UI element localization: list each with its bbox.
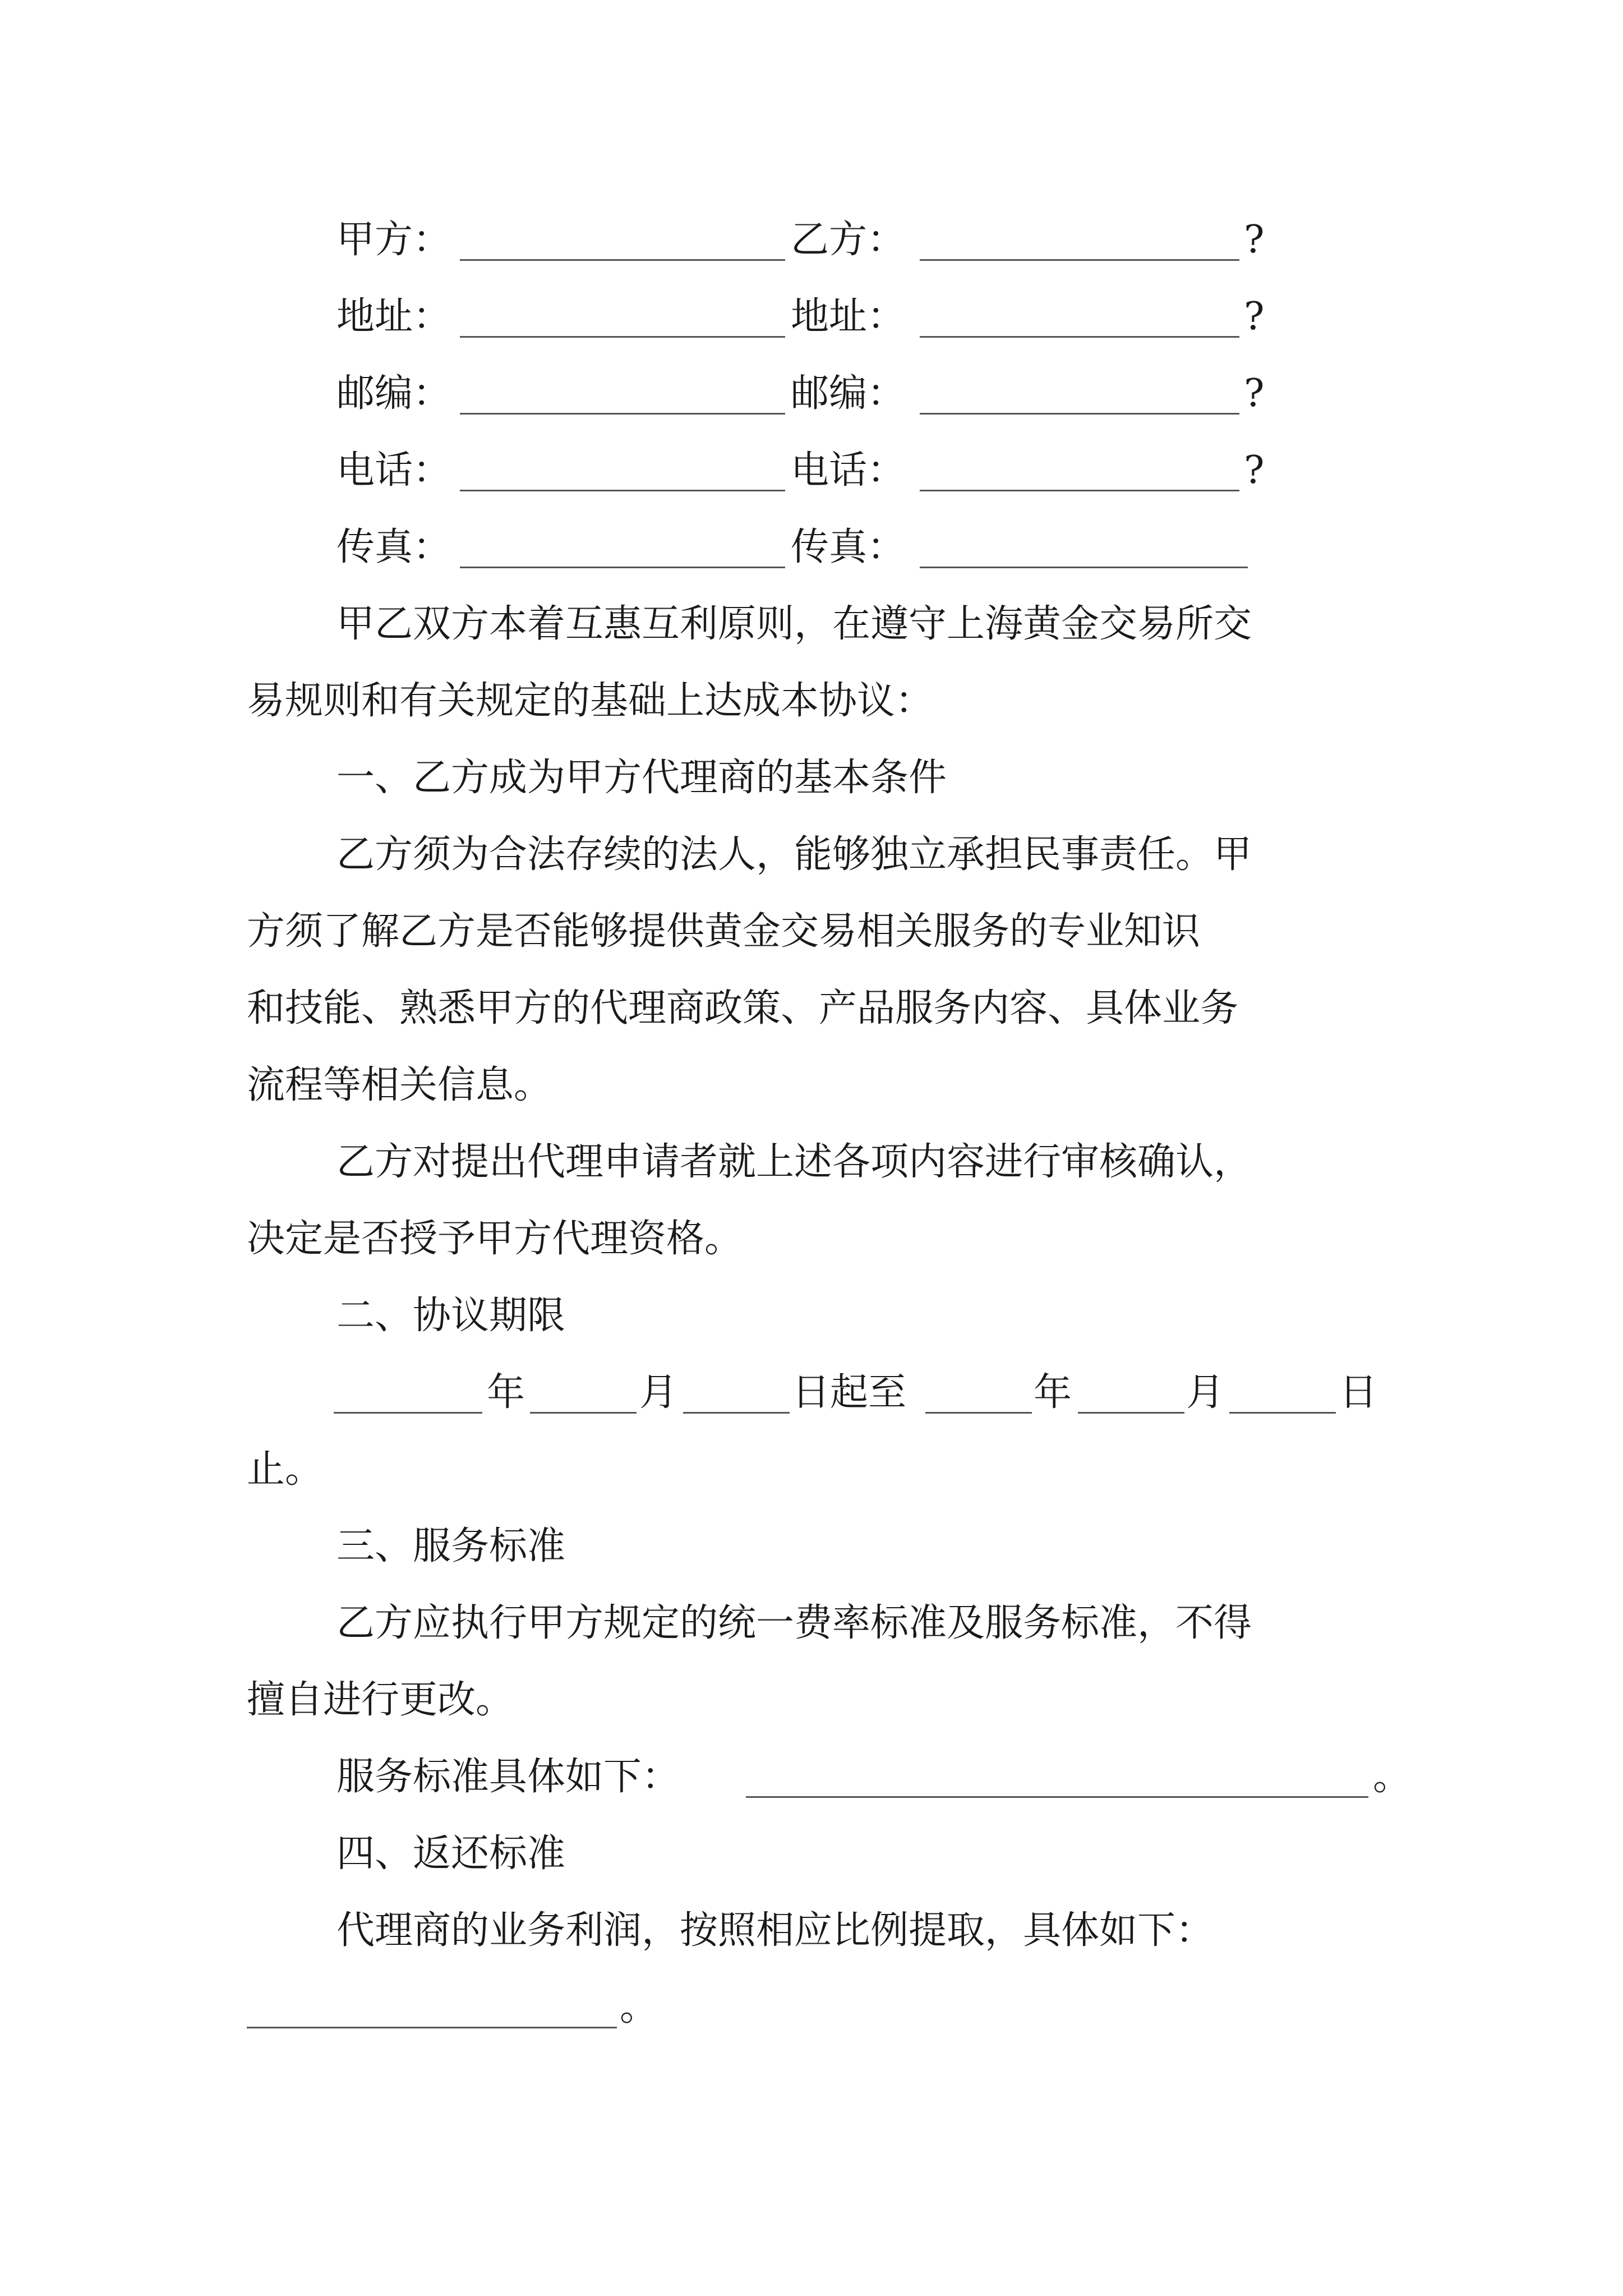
start-year-blank[interactable] [334, 1412, 482, 1414]
phone-b-suffix: ? [1244, 448, 1265, 493]
section-1-para1-line-3: 和技能、熟悉甲方的代理商政策、产品服务内容、具体业务 [247, 986, 1239, 1030]
end-year-blank[interactable] [925, 1412, 1032, 1414]
section-3-heading: 三、服务标准 [336, 1524, 566, 1568]
party-b-label: 乙方： [791, 218, 906, 262]
profit-detail-blank[interactable] [247, 2027, 617, 2028]
section-3-para-line-1: 乙方应执行甲方规定的统一费率标准及服务标准，不得 [336, 1601, 1252, 1645]
phone-a-blank[interactable] [460, 490, 785, 491]
profit-detail-end: 。 [620, 1985, 658, 2030]
section-1-para2-line-2: 决定是否授予甲方代理资格。 [247, 1217, 743, 1261]
service-detail-end: 。 [1373, 1755, 1412, 1799]
start-year-word: 年 [487, 1370, 525, 1415]
address-a-blank[interactable] [460, 336, 785, 338]
end-year-word: 年 [1034, 1370, 1072, 1415]
fax-a-blank[interactable] [460, 567, 785, 568]
phone-b-blank[interactable] [920, 490, 1239, 491]
section-3-para-line-2: 擅自进行更改。 [247, 1678, 514, 1722]
postcode-b-label: 邮编： [791, 371, 906, 416]
end-month-blank[interactable] [1078, 1412, 1184, 1414]
section-4-heading: 四、返还标准 [336, 1832, 566, 1876]
postcode-a-blank[interactable] [460, 413, 785, 415]
service-detail-blank[interactable] [746, 1796, 1368, 1798]
party-a-blank[interactable] [460, 259, 785, 261]
section-1-para2-line-1: 乙方对提出代理申请者就上述各项内容进行审核确认， [336, 1140, 1252, 1184]
section-1-heading: 一、乙方成为甲方代理商的基本条件 [336, 756, 947, 800]
section-1-para1-line-2: 方须了解乙方是否能够提供黄金交易相关服务的专业知识 [247, 909, 1201, 954]
postcode-b-suffix: ? [1244, 371, 1265, 416]
intro-line-1: 甲乙双方本着互惠互利原则，在遵守上海黄金交易所交 [336, 602, 1252, 646]
party-b-suffix: ? [1244, 218, 1265, 262]
start-month-word: 月 [639, 1370, 678, 1415]
fax-b-blank[interactable] [920, 567, 1248, 568]
start-day-blank[interactable] [683, 1412, 790, 1414]
section-1-para1-line-4: 流程等相关信息。 [247, 1063, 552, 1107]
party-a-label: 甲方： [336, 218, 451, 262]
address-b-suffix: ? [1244, 295, 1265, 339]
start-day-word: 日起至 [792, 1370, 907, 1415]
postcode-b-blank[interactable] [920, 413, 1239, 415]
party-b-blank[interactable] [920, 259, 1239, 261]
fax-b-label: 传真： [791, 525, 906, 569]
end-month-word: 月 [1186, 1370, 1225, 1415]
address-b-blank[interactable] [920, 336, 1239, 338]
end-day-blank[interactable] [1229, 1412, 1336, 1414]
address-a-label: 地址： [336, 295, 451, 339]
fax-a-label: 传真： [336, 525, 451, 569]
service-detail-label: 服务标准具体如下： [336, 1755, 680, 1799]
section-1-para1-line-1: 乙方须为合法存续的法人，能够独立承担民事责任。甲 [336, 832, 1252, 877]
intro-line-2: 易规则和有关规定的基础上达成本协议： [247, 679, 934, 723]
term-end: 止。 [247, 1447, 324, 1492]
section-4-para: 代理商的业务利润，按照相应比例提取，具体如下： [336, 1908, 1214, 1953]
address-b-label: 地址： [791, 295, 906, 339]
postcode-a-label: 邮编： [336, 371, 451, 416]
section-2-heading: 二、协议期限 [336, 1294, 566, 1338]
start-month-blank[interactable] [530, 1412, 637, 1414]
phone-b-label: 电话： [791, 448, 906, 493]
phone-a-label: 电话： [336, 448, 451, 493]
end-day-word: 日 [1339, 1370, 1378, 1415]
